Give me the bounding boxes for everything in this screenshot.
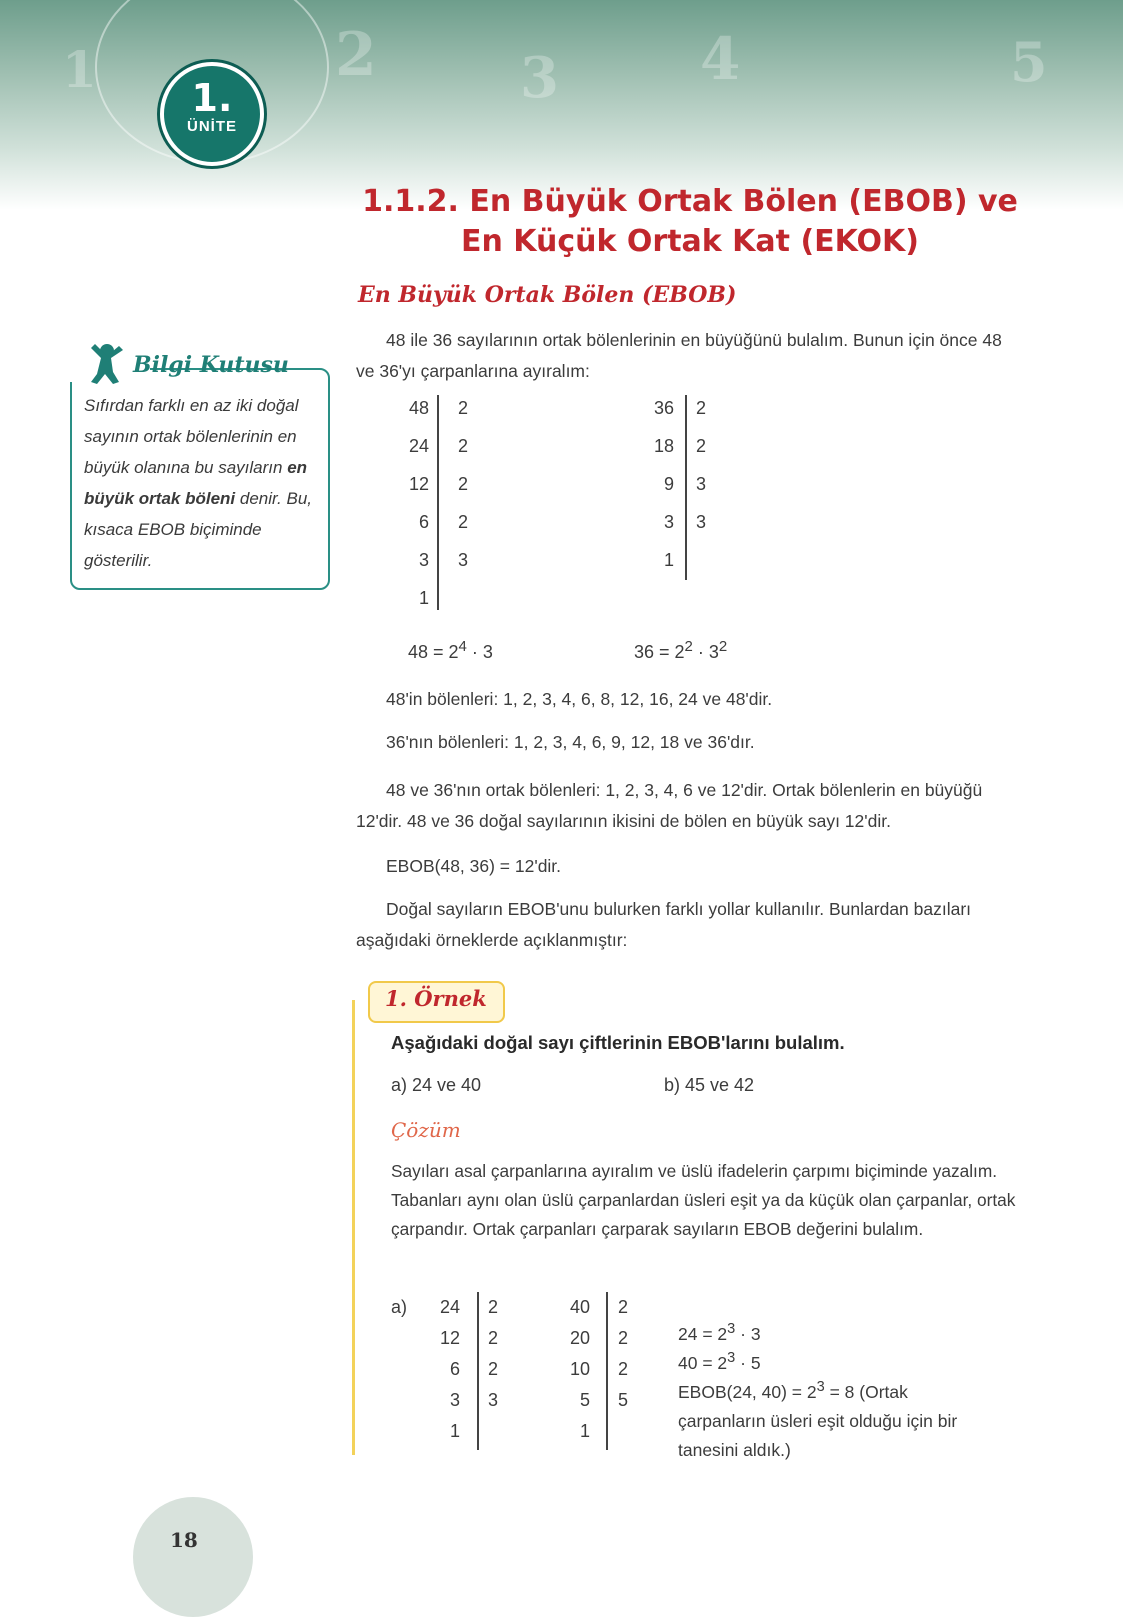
person-icon xyxy=(83,340,129,386)
prime-factor: 2 xyxy=(458,512,469,532)
eq-text: · 3 xyxy=(735,1323,761,1344)
page-number-circle xyxy=(133,1497,253,1617)
factor-value: 1 xyxy=(418,588,429,608)
divisors-48: 48'in bölenleri: 1, 2, 3, 4, 6, 8, 12, 16, 24 ve 48'dir. xyxy=(386,689,773,709)
ebob-result: EBOB(48, 36) = 12'dir. xyxy=(386,856,562,876)
factor-value: 10 xyxy=(569,1359,590,1379)
eq-text: 36 = 2 xyxy=(634,642,685,662)
header-digit: 3 xyxy=(520,45,559,111)
factor-value: 40 xyxy=(569,1297,590,1317)
unit-word: ÜNİTE xyxy=(187,118,237,135)
prime-factor: 2 xyxy=(488,1328,499,1348)
prime-factor: 2 xyxy=(458,474,469,494)
info-box-title: Bilgi Kutusu xyxy=(133,352,289,378)
page-number: 18 xyxy=(170,1528,198,1552)
prime-factor: 3 xyxy=(696,474,707,494)
factor-value: 12 xyxy=(408,474,429,494)
factor-value: 1 xyxy=(579,1421,590,1441)
example-margin-line xyxy=(352,1000,355,1455)
prime-factor: 3 xyxy=(458,550,469,570)
prime-factor: 3 xyxy=(488,1390,499,1410)
factor-value: 1 xyxy=(663,550,674,570)
divider-line xyxy=(437,395,439,610)
divider-line xyxy=(606,1292,608,1450)
example-label: 1. Örnek xyxy=(385,986,487,1011)
intro-paragraph: 48 ile 36 sayılarının ortak bölenlerinin en büyüğünü bulalım. Bunun için önce 48 ve 36'yı çarpanlarına ayıralım: xyxy=(356,330,1002,381)
info-text-bold: en büyük ortak böleni xyxy=(84,458,308,508)
eq-exponent: 3 xyxy=(727,1350,736,1366)
eq-exponent: 3 xyxy=(816,1379,825,1395)
eq-text: · 3 xyxy=(692,642,719,662)
prime-factor: 2 xyxy=(488,1297,499,1317)
eq-exponent: 4 xyxy=(458,638,467,655)
unit-badge xyxy=(160,62,264,166)
solution-text: Sayıları asal çarpanlarına ayıralım ve üslü ifadelerin çarpımı biçiminde yazalım. Tabanları aynı olan üslü çarpanlardan üsleri eşit ya da küçük olan çarpanlar, ortak çarpandır. Ortak çarpanları çarparak sayıların EBOB değerini bulalım. xyxy=(391,1161,1016,1239)
eq-text: 40 = 2 xyxy=(678,1352,728,1373)
section-heading: En Büyük Ortak Bölen (EBOB) xyxy=(358,282,737,308)
solution-label: Çözüm xyxy=(391,1118,461,1142)
prime-factor: 2 xyxy=(696,436,707,456)
factor-value: 5 xyxy=(579,1390,590,1410)
part-a-label: a) xyxy=(391,1297,408,1317)
prime-factor: 5 xyxy=(618,1390,629,1410)
eq-exponent: 3 xyxy=(727,1321,736,1337)
factor-value: 6 xyxy=(449,1359,460,1379)
eq-exponent: 2 xyxy=(718,638,728,655)
prime-factor: 2 xyxy=(696,398,707,418)
factor-value: 1 xyxy=(449,1421,460,1441)
divisors-36: 36'nın bölenleri: 1, 2, 3, 4, 6, 9, 12, 18 ve 36'dır. xyxy=(386,732,755,752)
option-a: a) 24 ve 40 xyxy=(391,1075,482,1095)
ebob-24-40 xyxy=(678,1373,978,1465)
eq-text: EBOB(24, 40) = 2 xyxy=(678,1381,817,1402)
factor-value: 24 xyxy=(408,436,429,456)
header-digit: 5 xyxy=(1010,30,1048,94)
eq-exponent: 2 xyxy=(684,638,693,655)
factor-value: 36 xyxy=(653,398,674,418)
factor-value: 18 xyxy=(653,436,674,456)
eq-text: · 3 xyxy=(466,642,493,662)
header-digit: 1 xyxy=(62,40,97,99)
divider-line xyxy=(477,1292,479,1450)
prime-factor: 2 xyxy=(618,1359,629,1379)
example-question: Aşağıdaki doğal sayı çiftlerinin EBOB'larını bulalım. xyxy=(391,1032,845,1053)
prime-factor: 2 xyxy=(458,398,469,418)
eq-text: = 8 (Ortak çarpanların üsleri eşit olduğu için bir tanesini aldık.) xyxy=(678,1381,958,1460)
eq-text: 48 = 2 xyxy=(408,642,459,662)
factor-value: 24 xyxy=(439,1297,460,1317)
header-digit: 2 xyxy=(335,20,377,90)
header-digit: 4 xyxy=(700,25,741,93)
equation-48 xyxy=(408,638,493,663)
factor-value: 48 xyxy=(408,398,429,418)
factor-value: 3 xyxy=(663,512,674,532)
factor-value: 3 xyxy=(418,550,429,570)
factor-value: 9 xyxy=(663,474,674,494)
page-title xyxy=(350,182,1030,262)
unit-number: 1. xyxy=(191,76,233,120)
prime-factor: 2 xyxy=(618,1297,629,1317)
equation-36 xyxy=(634,638,727,663)
info-box-text xyxy=(84,390,319,576)
info-text-part: denir. Bu, kısaca EBOB biçiminde gösterilir. xyxy=(84,489,312,570)
factor-value: 12 xyxy=(439,1328,460,1348)
title-line-2: En Küçük Ortak Kat (EKOK) xyxy=(460,224,920,259)
eq-text: 24 = 2 xyxy=(678,1323,728,1344)
info-text-part: Sıfırdan farklı en az iki doğal sayının ortak bölenlerinin en büyük olanına bu sayıların xyxy=(84,396,299,477)
prime-factor: 2 xyxy=(488,1359,499,1379)
common-divisors-paragraph: 48 ve 36'nın ortak bölenleri: 1, 2, 3, 4, 6 ve 12'dir. Ortak bölenlerin en büyüğü 12'dir. 48 ve 36 doğal sayılarının ikisini de bölen en büyük sayı 12'dir. xyxy=(356,780,983,831)
factor-value: 3 xyxy=(449,1390,460,1410)
prime-factor: 3 xyxy=(696,512,707,532)
factor-value: 20 xyxy=(569,1328,590,1348)
title-line-1: 1.1.2. En Büyük Ortak Bölen (EBOB) ve xyxy=(362,184,1018,219)
prime-factor: 2 xyxy=(618,1328,629,1348)
option-b: b) 45 ve 42 xyxy=(664,1075,755,1095)
divider-line xyxy=(685,395,687,580)
prime-factor: 2 xyxy=(458,436,469,456)
factor-value: 6 xyxy=(418,512,429,532)
eq-text: · 5 xyxy=(735,1352,761,1373)
methods-paragraph: Doğal sayıların EBOB'unu bulurken farklı yollar kullanılır. Bunlardan bazıları aşağıdaki örneklerde açıklanmıştır: xyxy=(356,899,972,950)
